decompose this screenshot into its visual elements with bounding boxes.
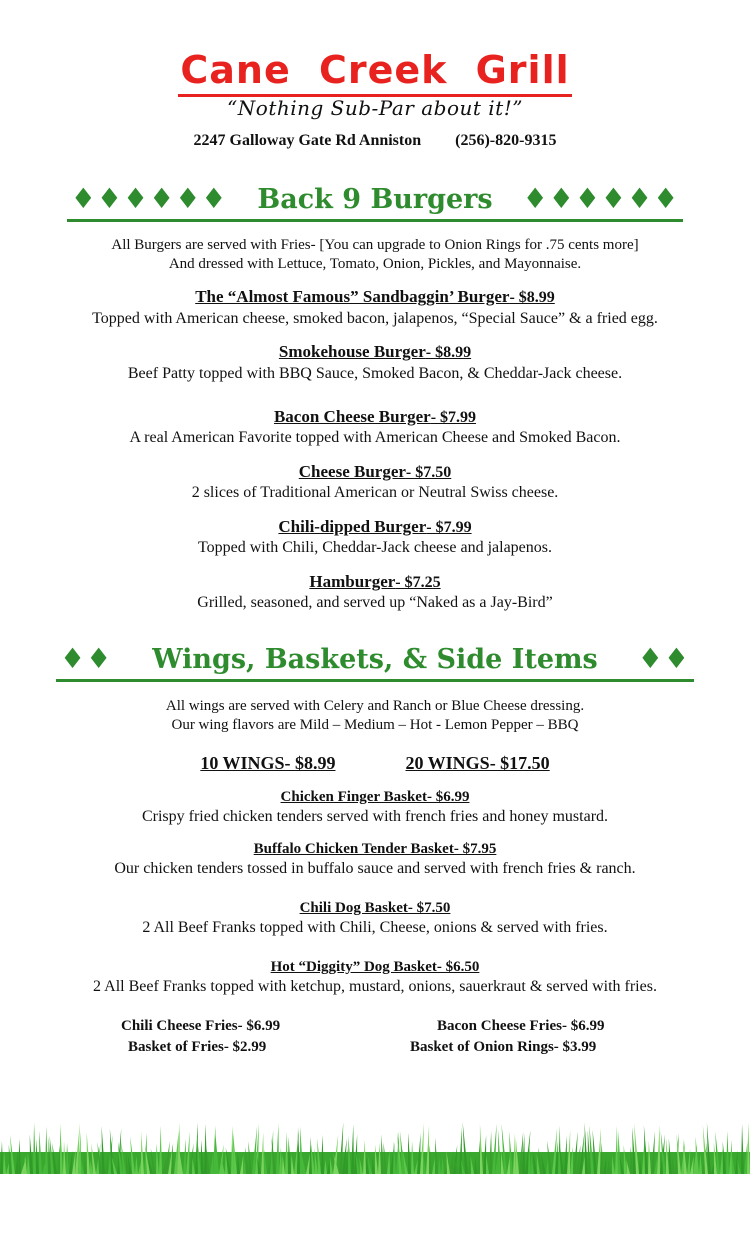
tagline: “Nothing Sub-Par about it!”	[227, 96, 523, 120]
ten-wings-price: 10 WINGS- $8.99	[200, 753, 336, 773]
grass-blade	[426, 1126, 429, 1174]
menu-item-desc: Beef Patty topped with BBQ Sauce, Smoked Bacon, & Cheddar-Jack cheese.	[127, 365, 623, 382]
basket-desc: Crispy fried chicken tenders served with french fries and honey mustard.	[141, 808, 609, 825]
section-heading-burgers	[0, 182, 750, 222]
basket-name: Hot “Diggity” Dog Basket- $6.50	[270, 959, 480, 975]
menu-item-desc: Grilled, seasoned, and served up “Naked as a Jay-Bird”	[197, 594, 553, 611]
grass-blade	[615, 1126, 618, 1174]
grass-border-image	[0, 1118, 750, 1174]
basket-desc: 2 All Beef Franks topped with ketchup, mustard, onions, sauerkraut & served with fries.	[93, 978, 657, 995]
grass-blade	[480, 1124, 483, 1174]
menu-item-name: Hamburger- $7.25	[309, 572, 441, 591]
section-heading-wings	[0, 642, 750, 682]
basket-name: Buffalo Chicken Tender Basket- $7.95	[253, 841, 497, 857]
menu-item-desc: 2 slices of Traditional American or Neutral Swiss cheese.	[191, 484, 559, 501]
grass-blade	[45, 1126, 48, 1174]
menu-item-name: Bacon Cheese Burger- $7.99	[273, 407, 477, 426]
grass-blade	[60, 1124, 63, 1174]
diamond-icon-row: ♦♦♦♦♦♦	[522, 182, 680, 215]
grass-blade	[351, 1124, 354, 1174]
grass-blade	[657, 1125, 660, 1174]
basket-desc: 2 All Beef Franks topped with Chili, Cheese, onions & served with fries.	[142, 919, 608, 936]
address: 2247 Galloway Gate Rd Anniston	[193, 132, 422, 149]
section-title: Back 9 Burgers	[257, 184, 493, 215]
diamond-icon-row: ♦♦♦♦♦♦	[70, 182, 228, 215]
side-item: Bacon Cheese Fries- $6.99	[437, 1018, 605, 1034]
menu-item-desc: Topped with American cheese, smoked bacon, jalapenos, “Special Sauce” & a fried egg.	[92, 310, 658, 327]
grass-blade	[204, 1124, 207, 1174]
burger-note-2: And dressed with Lettuce, Tomato, Onion, Pickles, and Mayonnaise.	[168, 256, 582, 272]
menu-item-name: Chili-dipped Burger- $7.99	[278, 517, 472, 536]
wing-note-2: Our wing flavors are Mild – Medium – Hot - Lemon Pepper – BBQ	[171, 717, 579, 733]
phone: (256)-820-9315	[455, 132, 557, 149]
basket-name: Chicken Finger Basket- $6.99	[280, 789, 470, 805]
diamond-icon-row: ♦♦	[637, 642, 690, 675]
grass-blade	[585, 1123, 588, 1174]
diamond-icon-row: ♦♦	[60, 642, 113, 675]
menu-item-name: Smokehouse Burger- $8.99	[278, 342, 472, 361]
side-item: Basket of Onion Rings- $3.99	[410, 1039, 597, 1055]
wing-note-1: All wings are served with Celery and Ranch or Blue Cheese dressing.	[165, 698, 585, 714]
grass-blade	[498, 1130, 501, 1174]
grass-blade	[741, 1123, 744, 1174]
section-title: Wings, Baskets, & Side Items	[152, 644, 598, 675]
restaurant-title: Cane Creek Grill	[0, 48, 750, 97]
grass-blade	[276, 1123, 279, 1174]
grass-blade	[159, 1126, 162, 1174]
menu-item-name: The “Almost Famous” Sandbaggin’ Burger- $8.99	[195, 287, 555, 306]
wing-prices	[0, 753, 750, 774]
menu-item-desc: Topped with Chili, Cheddar-Jack cheese and jalapenos.	[197, 539, 552, 556]
grass-blades	[0, 1122, 750, 1174]
side-item: Basket of Fries- $2.99	[128, 1039, 267, 1055]
menu-item-name: Cheese Burger- $7.50	[298, 462, 452, 481]
side-item: Chili Cheese Fries- $6.99	[121, 1018, 281, 1034]
grass-blade	[558, 1125, 561, 1174]
twenty-wings-price: 20 WINGS- $17.50	[405, 753, 550, 773]
contact-line	[0, 132, 750, 150]
grass-blade	[33, 1123, 36, 1174]
basket-name: Chili Dog Basket- $7.50	[299, 900, 451, 916]
menu-item-desc: A real American Favorite topped with American Cheese and Smoked Bacon.	[129, 429, 621, 446]
burger-note-1: All Burgers are served with Fries- [You can upgrade to Onion Rings for .75 cents more]	[111, 237, 639, 253]
basket-desc: Our chicken tenders tossed in buffalo sauce and served with french fries & ranch.	[114, 860, 636, 877]
